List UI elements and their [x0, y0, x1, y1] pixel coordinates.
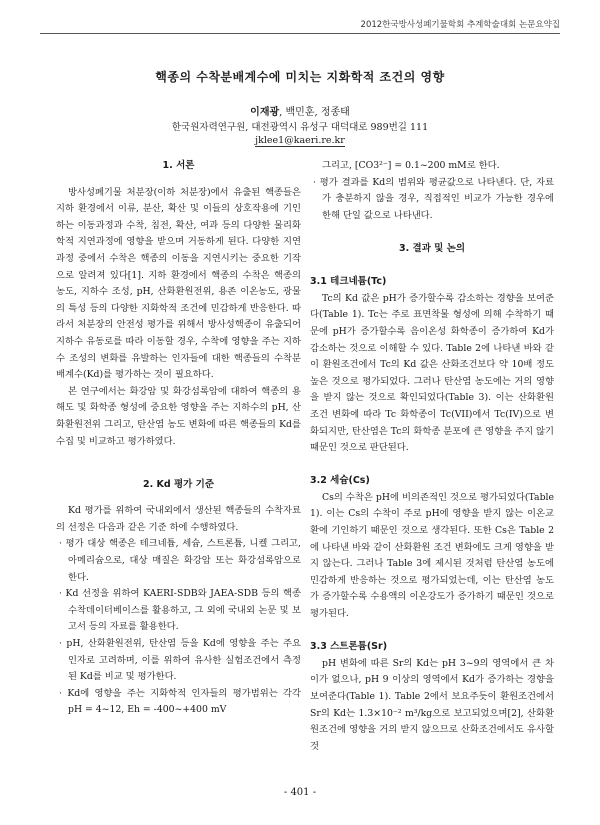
intro-paragraph-2: 본 연구에서는 화강암 및 화강섬록암에 대하여 핵종의 용해도 및 화학종 형성에 중요한 영향을 주는 지하수의 pH, 산화환원전위 그리고, 탄산염 농도 변화에 따른 핵종들의 Kd를 수집 및 비교하고 평가하였다. [56, 385, 301, 447]
tc-paragraph: Tc의 Kd 값은 pH가 증가할수록 감소하는 경향을 보여준다(Table 1). Tc는 주로 표면착물 형성에 의해 수착하기 때문에 pH가 증가할수록 음이온성 화학종이 증가하여 Kd가 감소하는 것으로 이해할 수 있다. Table 2에 나타낸 바와 같이 환원조건에서 Tc의 Kd 값은 산화조건보다 약 10배 정도 높은 것으로 평가되었다. 그러나 탄산염 농도에는 거의 영향을 받지 않는 것으로 확인되었다(Table 3). 이는 산화환원 조건 변화에 따라 Tc 화학종이 Tc(VII)에서 Tc(IV)으로 변화되지만, 탄산염은 Tc의 화학종 분포에 큰 영향을 주지 않기 때문인 것으로 판단된다. [310, 292, 554, 454]
section-heading-kd-criteria: 2. Kd 평가 기준 [142, 478, 214, 490]
page-number: - 401 - [283, 787, 317, 798]
author-line [0, 103, 600, 118]
coauthors: , 백민훈, 정종태 [279, 107, 350, 118]
left-column [56, 158, 301, 719]
right-column [310, 158, 554, 755]
subsection-heading-cs: 3.2 세슘(Cs) [310, 475, 370, 487]
sr-paragraph: pH 변화에 따른 Sr의 Kd는 pH 3~9의 영역에서 큰 차이가 없으나, pH 9 이상의 영역에서 Kd가 증가하는 경향을 보여준다(Table 1). Table 2에서 보요주듯이 환원조건에서 Sr의 Kd는 1.3×10⁻² m³/kg으로 보고되었으며[2], 산화환원조건에 영향을 거의 받지 않으므로 산화조건에서도 유사할 것 [310, 657, 554, 752]
paper-title: 핵종의 수착분배계수에 미치는 지화학적 조건의 영향 [155, 70, 445, 84]
cs-paragraph: Cs의 수착은 pH에 비의존적인 것으로 평가되었다(Table 1). 이는 Cs의 수착이 주로 pH에 영향을 받지 않는 이온교환에 기인하기 때문인 것으로 생각된다. 또한 Cs은 Table 2에 나타낸 바와 같이 산화환원 조건 변화에도 크게 영향을 받지 않는다. 그러나 Table 3에 제시된 것처럼 탄산염 농도에 민감하게 반응하는 것으로 평가되었는데, 이는 탄산염 농도가 증가할수록 수용액의 이온강도가 증가하기 때문인 것으로 평가된다. [310, 491, 554, 620]
lead-author: 이재광 [250, 107, 280, 118]
criteria-bullet-4: · Kd에 영향을 주는 지화학적 인자들의 평가범위는 각각 pH = 4~12, Eh = -400~+400 mV [59, 687, 301, 716]
criteria-paragraph: Kd 평가를 위하여 국내외에서 생산된 핵종들의 수착자료의 선정은 다음과 같은 기준 하에 수행하였다. [56, 505, 301, 533]
criteria-bullet-5: · 평가 결과를 Kd의 범위와 평균값으로 나타낸다. 단, 자료가 충분하지 않을 경우, 직접적인 비교가 가능한 경우에 한해 단일 값으로 나타낸다. [313, 176, 554, 221]
subsection-heading-tc: 3.1 테크네튬(Tc) [310, 276, 387, 288]
email-line [0, 135, 600, 146]
subsection-heading-sr: 3.3 스트론튬(Sr) [310, 641, 388, 653]
criteria-bullet-2: · Kd 선정을 위하여 KAERI-SDB와 JAEA-SDB 등의 핵종 수착데이터베이스를 활용하고, 그 외에 국내외 논문 및 보고서 등의 자료를 활용한다. [59, 588, 301, 633]
section-heading-introduction: 1. 서론 [162, 160, 195, 171]
criteria-bullet-3: · pH, 산화환원전위, 탄산염 등을 Kd에 영향을 주는 주요 인자로 고려하며, 이를 위하여 유사한 실험조건에서 측정된 Kd를 비교 및 평가한다. [59, 638, 301, 683]
section-heading-results: 3. 결과 및 논의 [398, 242, 466, 254]
proceedings-header: 2012한국방사성폐기물학회 추계학술대회 논문요약집 [360, 20, 560, 30]
intro-paragraph-1: 방사성폐기물 처분장(이하 처분장)에서 유출된 핵종들은 지하 환경에서 이류, 분산, 확산 및 이들의 상호작용에 기인하는 이동과정과 수착, 침전, 확산, 여과 등의 다양한 물리화학적 지연과정에 영향을 받으며 거동하게 된다. 다양한 지연과정 중에서 수착은 핵종의 이동을 지연시키는 중요한 기작으로 알려져 있다[1]. 지하 환경에서 핵종의 수착은 핵종의 농도, 지하수 조성, pH, 산화환원전위, 용존 이온농도, 광물의 특성 등의 다양한 지화학적 조건에 민감하게 반응한다. 따라서 처분장의 안전성 평가를 위해서 방사성핵종이 유출되어 지하수 유동로를 따라 이동할 경우, 수착에 영향을 주는 지하수 조성의 변화를 유발하는 인자들에 대한 핵종들의 수착분배계수(Kd)를 평가하는 것이 필요하다. [56, 186, 301, 381]
criteria-bullet-1: · 평가 대상 핵종은 테크네튬, 세슘, 스트론튬, 니켈 그리고, 아메리슘으로, 대상 매질은 화강암 또는 화강섬록암으로 한다. [59, 538, 301, 583]
author-email: jklee1@kaeri.re.kr [255, 135, 345, 146]
affiliation: 한국원자력연구원, 대전광역시 유성구 대덕대로 989번길 111 [171, 122, 429, 133]
header-divider [40, 33, 560, 34]
criteria-bullet-4-continued: 그리고, [CO3²⁻] = 0.1~200 mM로 한다. [322, 160, 500, 171]
